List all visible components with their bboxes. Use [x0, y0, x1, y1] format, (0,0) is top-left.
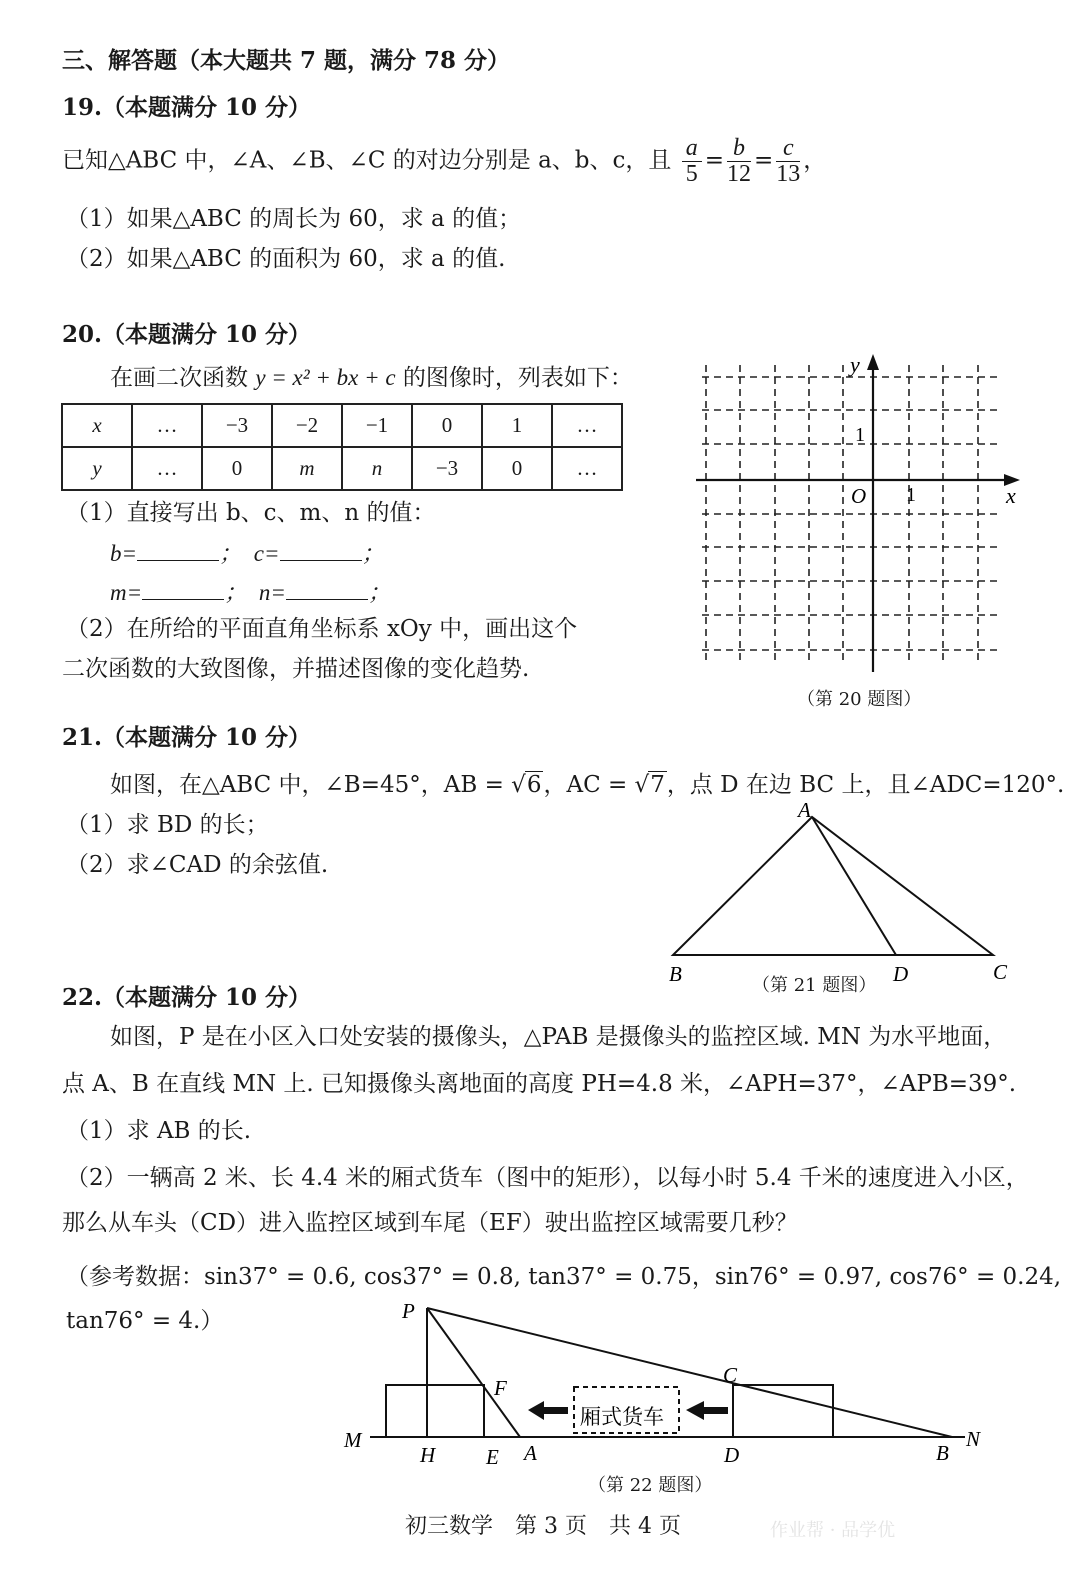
q21-stem: 如图，在△ABC 中，∠B=45°，AB = √6，AC = √7，点 D 在边 BC 上，且∠ADC=120°. — [110, 772, 1065, 798]
q21-part1: （1）求 BD 的长； — [66, 812, 269, 838]
q22-figure-caption: （第 22 题图） — [588, 1475, 713, 1496]
q19-fraction-c: $\frac{c}{13}$ — [776, 135, 801, 188]
q22-part2-line2: 那么从车头（CD）进入监控区域到车尾（EF）驶出监控区域需要几秒？ — [62, 1210, 798, 1236]
q22-part2-line1: （2）一辆高 2 米、长 4.4 米的厢式货车（图中的矩形），以每小时 5.4 千米的速度进入小区， — [66, 1165, 1029, 1191]
q22-reference-line1: （参考数据：sin37° = 0.6, cos37° = 0.8, tan37° = 0.75，sin76° = 0.97, cos76° = 0.24, — [66, 1264, 1062, 1290]
table-cell: m — [272, 447, 342, 490]
q20-figure-caption: （第 20 题图） — [797, 689, 922, 710]
point-e-label: E — [486, 1445, 499, 1469]
answer-blank-m[interactable] — [142, 581, 224, 600]
left-arrow-icon — [528, 1401, 568, 1420]
point-b-label: B — [936, 1441, 949, 1465]
truck-label: 厢式货车 — [580, 1405, 664, 1429]
table-cell: 0 — [412, 404, 482, 447]
q20-blank-row-1: b= ； c= ； — [110, 541, 385, 566]
table-row-x — [62, 404, 622, 447]
q22-line1: 如图，P 是在小区入口处安装的摄像头，△PAB 是摄像头的监控区域. MN 为水平地面， — [110, 1024, 1007, 1050]
q19-stem: 已知△ABC 中，∠A、∠B、∠C 的对边分别是 a、b、c，且 $\frac{a}{5}$ = $\frac{b}{12}$ = $\frac{c}{13}$ ， — [62, 135, 827, 188]
point-a-label: A — [524, 1441, 537, 1465]
unit-x-label: 1 — [906, 484, 916, 506]
q20-stem: 在画二次函数 y = x² + bx + c 的图像时，列表如下： — [110, 365, 633, 391]
truck-rectangle-left — [386, 1385, 484, 1437]
point-d-label: D — [893, 962, 909, 986]
point-p-label: P — [402, 1299, 415, 1323]
q19-part2: （2）如果△ABC 的面积为 60，求 a 的值. — [66, 246, 506, 272]
x-axis-label: x — [1006, 483, 1016, 508]
table-cell: n — [342, 447, 412, 490]
q19-header: 19.（本题满分 10 分） — [62, 94, 312, 121]
point-m-label: M — [344, 1428, 362, 1452]
table-cell: … — [552, 447, 622, 490]
table-cell: … — [132, 447, 202, 490]
section-title: 三、解答题（本大题共 7 题，满分 78 分） — [62, 47, 511, 74]
q22-reference-line2: tan76° = 4.） — [66, 1308, 224, 1334]
q22-part1: （1）求 AB 的长. — [66, 1118, 252, 1144]
point-b-label: B — [669, 962, 682, 986]
q20-part2-line1: （2）在所给的平面直角坐标系 xOy 中，画出这个 — [66, 616, 578, 642]
point-c-label: C — [723, 1363, 738, 1387]
q20-part2-line2: 二次函数的大致图像，并描述图像的变化趋势. — [62, 656, 530, 682]
q20-value-table — [61, 403, 623, 491]
q19-fraction-a: $\frac{a}{5}$ — [682, 136, 702, 187]
q19-stem-text: 已知△ABC 中，∠A、∠B、∠C 的对边分别是 a、b、c，且 — [62, 147, 672, 174]
q22-monitoring-figure — [340, 1296, 1000, 1476]
table-cell: y — [62, 447, 132, 490]
y-axis-label: y — [850, 352, 860, 377]
answer-blank-c[interactable] — [280, 542, 362, 561]
table-cell: 1 — [482, 404, 552, 447]
left-arrow-icon — [686, 1401, 728, 1420]
q20-part1: （1）直接写出 b、c、m、n 的值： — [66, 500, 436, 526]
q19-fraction-b: $\frac{b}{12}$ — [727, 135, 751, 188]
point-a-label: A — [798, 798, 811, 822]
q21-figure-caption: （第 21 题图） — [752, 975, 877, 996]
watermark: 作业帮 · 品学优 — [770, 1520, 896, 1541]
q19-part1: （1）如果△ABC 的周长为 60，求 a 的值； — [66, 206, 522, 232]
q20-function: y = x² + bx + c — [255, 365, 396, 390]
q20-coordinate-grid[interactable] — [690, 350, 1040, 680]
point-c-label: C — [993, 960, 1008, 984]
truck-rectangle-right — [733, 1385, 833, 1437]
q22-line2: 点 A、B 在直线 MN 上. 已知摄像头离地面的高度 PH=4.8 米，∠APH=37°，∠APB=39°. — [62, 1071, 1017, 1097]
table-cell: −2 — [272, 404, 342, 447]
q21-triangle-figure — [655, 795, 1030, 990]
page-footer: 初三数学 第 3 页 共 4 页 — [405, 1514, 681, 1539]
table-cell: −1 — [342, 404, 412, 447]
triangle-abc — [673, 817, 993, 955]
unit-y-label: 1 — [855, 424, 865, 446]
point-n-label: N — [966, 1427, 981, 1451]
q21-sqrt-ab: 6 — [526, 772, 542, 798]
answer-blank-n[interactable] — [286, 581, 368, 600]
answer-blank-b[interactable] — [137, 542, 219, 561]
table-row-y — [62, 447, 622, 490]
y-axis-arrow-icon — [867, 354, 879, 370]
q22-header: 22.（本题满分 10 分） — [62, 984, 312, 1011]
point-h-label: H — [420, 1443, 436, 1467]
q20-blank-row-2: m= ； n= ； — [110, 580, 391, 605]
q21-sqrt-ac: 7 — [650, 772, 665, 798]
table-cell: −3 — [412, 447, 482, 490]
q21-part2: （2）求∠CAD 的余弦值. — [66, 852, 329, 878]
table-cell: −3 — [202, 404, 272, 447]
table-cell: … — [132, 404, 202, 447]
segment-ad — [812, 817, 896, 955]
table-cell: 0 — [482, 447, 552, 490]
origin-label: O — [851, 484, 867, 508]
table-cell: 0 — [202, 447, 272, 490]
grid-lines — [702, 365, 998, 662]
table-cell: … — [552, 404, 622, 447]
q21-header: 21.（本题满分 10 分） — [62, 724, 312, 751]
point-f-label: F — [494, 1376, 507, 1400]
q20-header: 20.（本题满分 10 分） — [62, 321, 312, 348]
point-d-label: D — [724, 1443, 740, 1467]
table-cell: x — [62, 404, 132, 447]
